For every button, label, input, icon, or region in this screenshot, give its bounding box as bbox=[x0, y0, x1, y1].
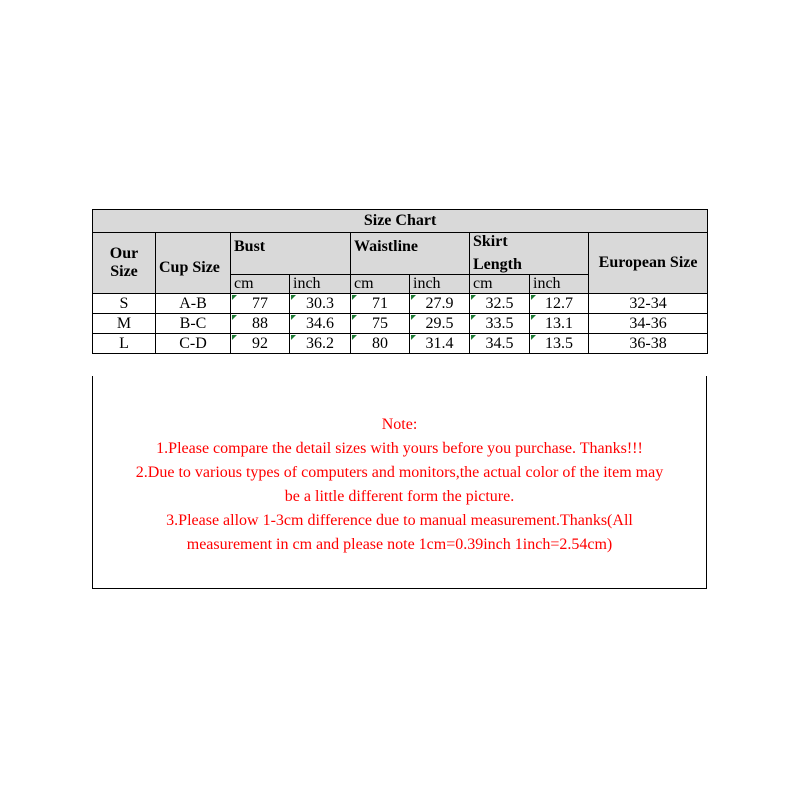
cell-european-size: 36-38 bbox=[589, 334, 708, 354]
cell-bust-cm: 77 bbox=[231, 294, 290, 314]
header-cup-size: Cup Size bbox=[156, 233, 231, 294]
header-skirt-length-line-2: Length bbox=[473, 256, 522, 273]
cell-size: L bbox=[93, 334, 156, 354]
notes-heading: Note: bbox=[381, 416, 418, 433]
unit-waist-cm: cm bbox=[351, 275, 410, 294]
header-our-size-line-2: Size bbox=[110, 263, 138, 280]
notes-box bbox=[92, 376, 707, 589]
header-european-size: European Size bbox=[589, 233, 708, 294]
cell-skirt-inch: 12.7 bbox=[530, 294, 589, 314]
cell-bust-inch: 30.3 bbox=[290, 294, 351, 314]
header-our-size-line-1: Our bbox=[109, 245, 139, 262]
size-chart-sheet bbox=[92, 209, 707, 589]
unit-skirt-cm: cm bbox=[470, 275, 530, 294]
cell-bust-cm: 88 bbox=[231, 314, 290, 334]
cell-skirt-inch: 13.1 bbox=[530, 314, 589, 334]
cell-bust-inch: 36.2 bbox=[290, 334, 351, 354]
table-row bbox=[93, 334, 708, 354]
unit-bust-inch: inch bbox=[290, 275, 351, 294]
header-skirt-length-line-1: Skirt bbox=[473, 233, 508, 250]
cell-cup: C-D bbox=[156, 334, 231, 354]
cell-european-size: 34-36 bbox=[589, 314, 708, 334]
header-bust: Bust bbox=[231, 233, 351, 275]
note-line: be a little different form the picture. bbox=[284, 488, 515, 505]
cell-size: S bbox=[93, 294, 156, 314]
header-our-size bbox=[93, 233, 156, 294]
notes-content bbox=[93, 413, 706, 557]
cell-waist-inch: 27.9 bbox=[410, 294, 470, 314]
cell-waist-inch: 29.5 bbox=[410, 314, 470, 334]
table-row bbox=[93, 294, 708, 314]
note-line: measurement in cm and please note 1cm=0.39inch 1inch=2.54cm) bbox=[186, 536, 613, 553]
cell-cup: A-B bbox=[156, 294, 231, 314]
table-title: Size Chart bbox=[93, 210, 708, 233]
table-row bbox=[93, 314, 708, 334]
cell-skirt-cm: 32.5 bbox=[470, 294, 530, 314]
note-line: 2.Due to various types of computers and monitors,the actual color of the item may bbox=[135, 464, 664, 481]
note-line: 3.Please allow 1-3cm difference due to manual measurement.Thanks(All bbox=[166, 512, 633, 529]
title-row bbox=[93, 210, 708, 233]
cell-cup: B-C bbox=[156, 314, 231, 334]
cell-bust-cm: 92 bbox=[231, 334, 290, 354]
unit-waist-inch: inch bbox=[410, 275, 470, 294]
header-row bbox=[93, 233, 708, 275]
cell-waist-inch: 31.4 bbox=[410, 334, 470, 354]
header-skirt-length bbox=[470, 233, 589, 275]
cell-skirt-cm: 33.5 bbox=[470, 314, 530, 334]
cell-waist-cm: 71 bbox=[351, 294, 410, 314]
unit-skirt-inch: inch bbox=[530, 275, 589, 294]
cell-waist-cm: 80 bbox=[351, 334, 410, 354]
cell-size: M bbox=[93, 314, 156, 334]
header-waistline: Waistline bbox=[351, 233, 470, 275]
cell-european-size: 32-34 bbox=[589, 294, 708, 314]
cell-skirt-inch: 13.5 bbox=[530, 334, 589, 354]
cell-waist-cm: 75 bbox=[351, 314, 410, 334]
cell-bust-inch: 34.6 bbox=[290, 314, 351, 334]
note-line: 1.Please compare the detail sizes with yours before you purchase. Thanks!!! bbox=[156, 440, 643, 457]
size-chart-table bbox=[92, 209, 708, 354]
unit-bust-cm: cm bbox=[231, 275, 290, 294]
cell-skirt-cm: 34.5 bbox=[470, 334, 530, 354]
